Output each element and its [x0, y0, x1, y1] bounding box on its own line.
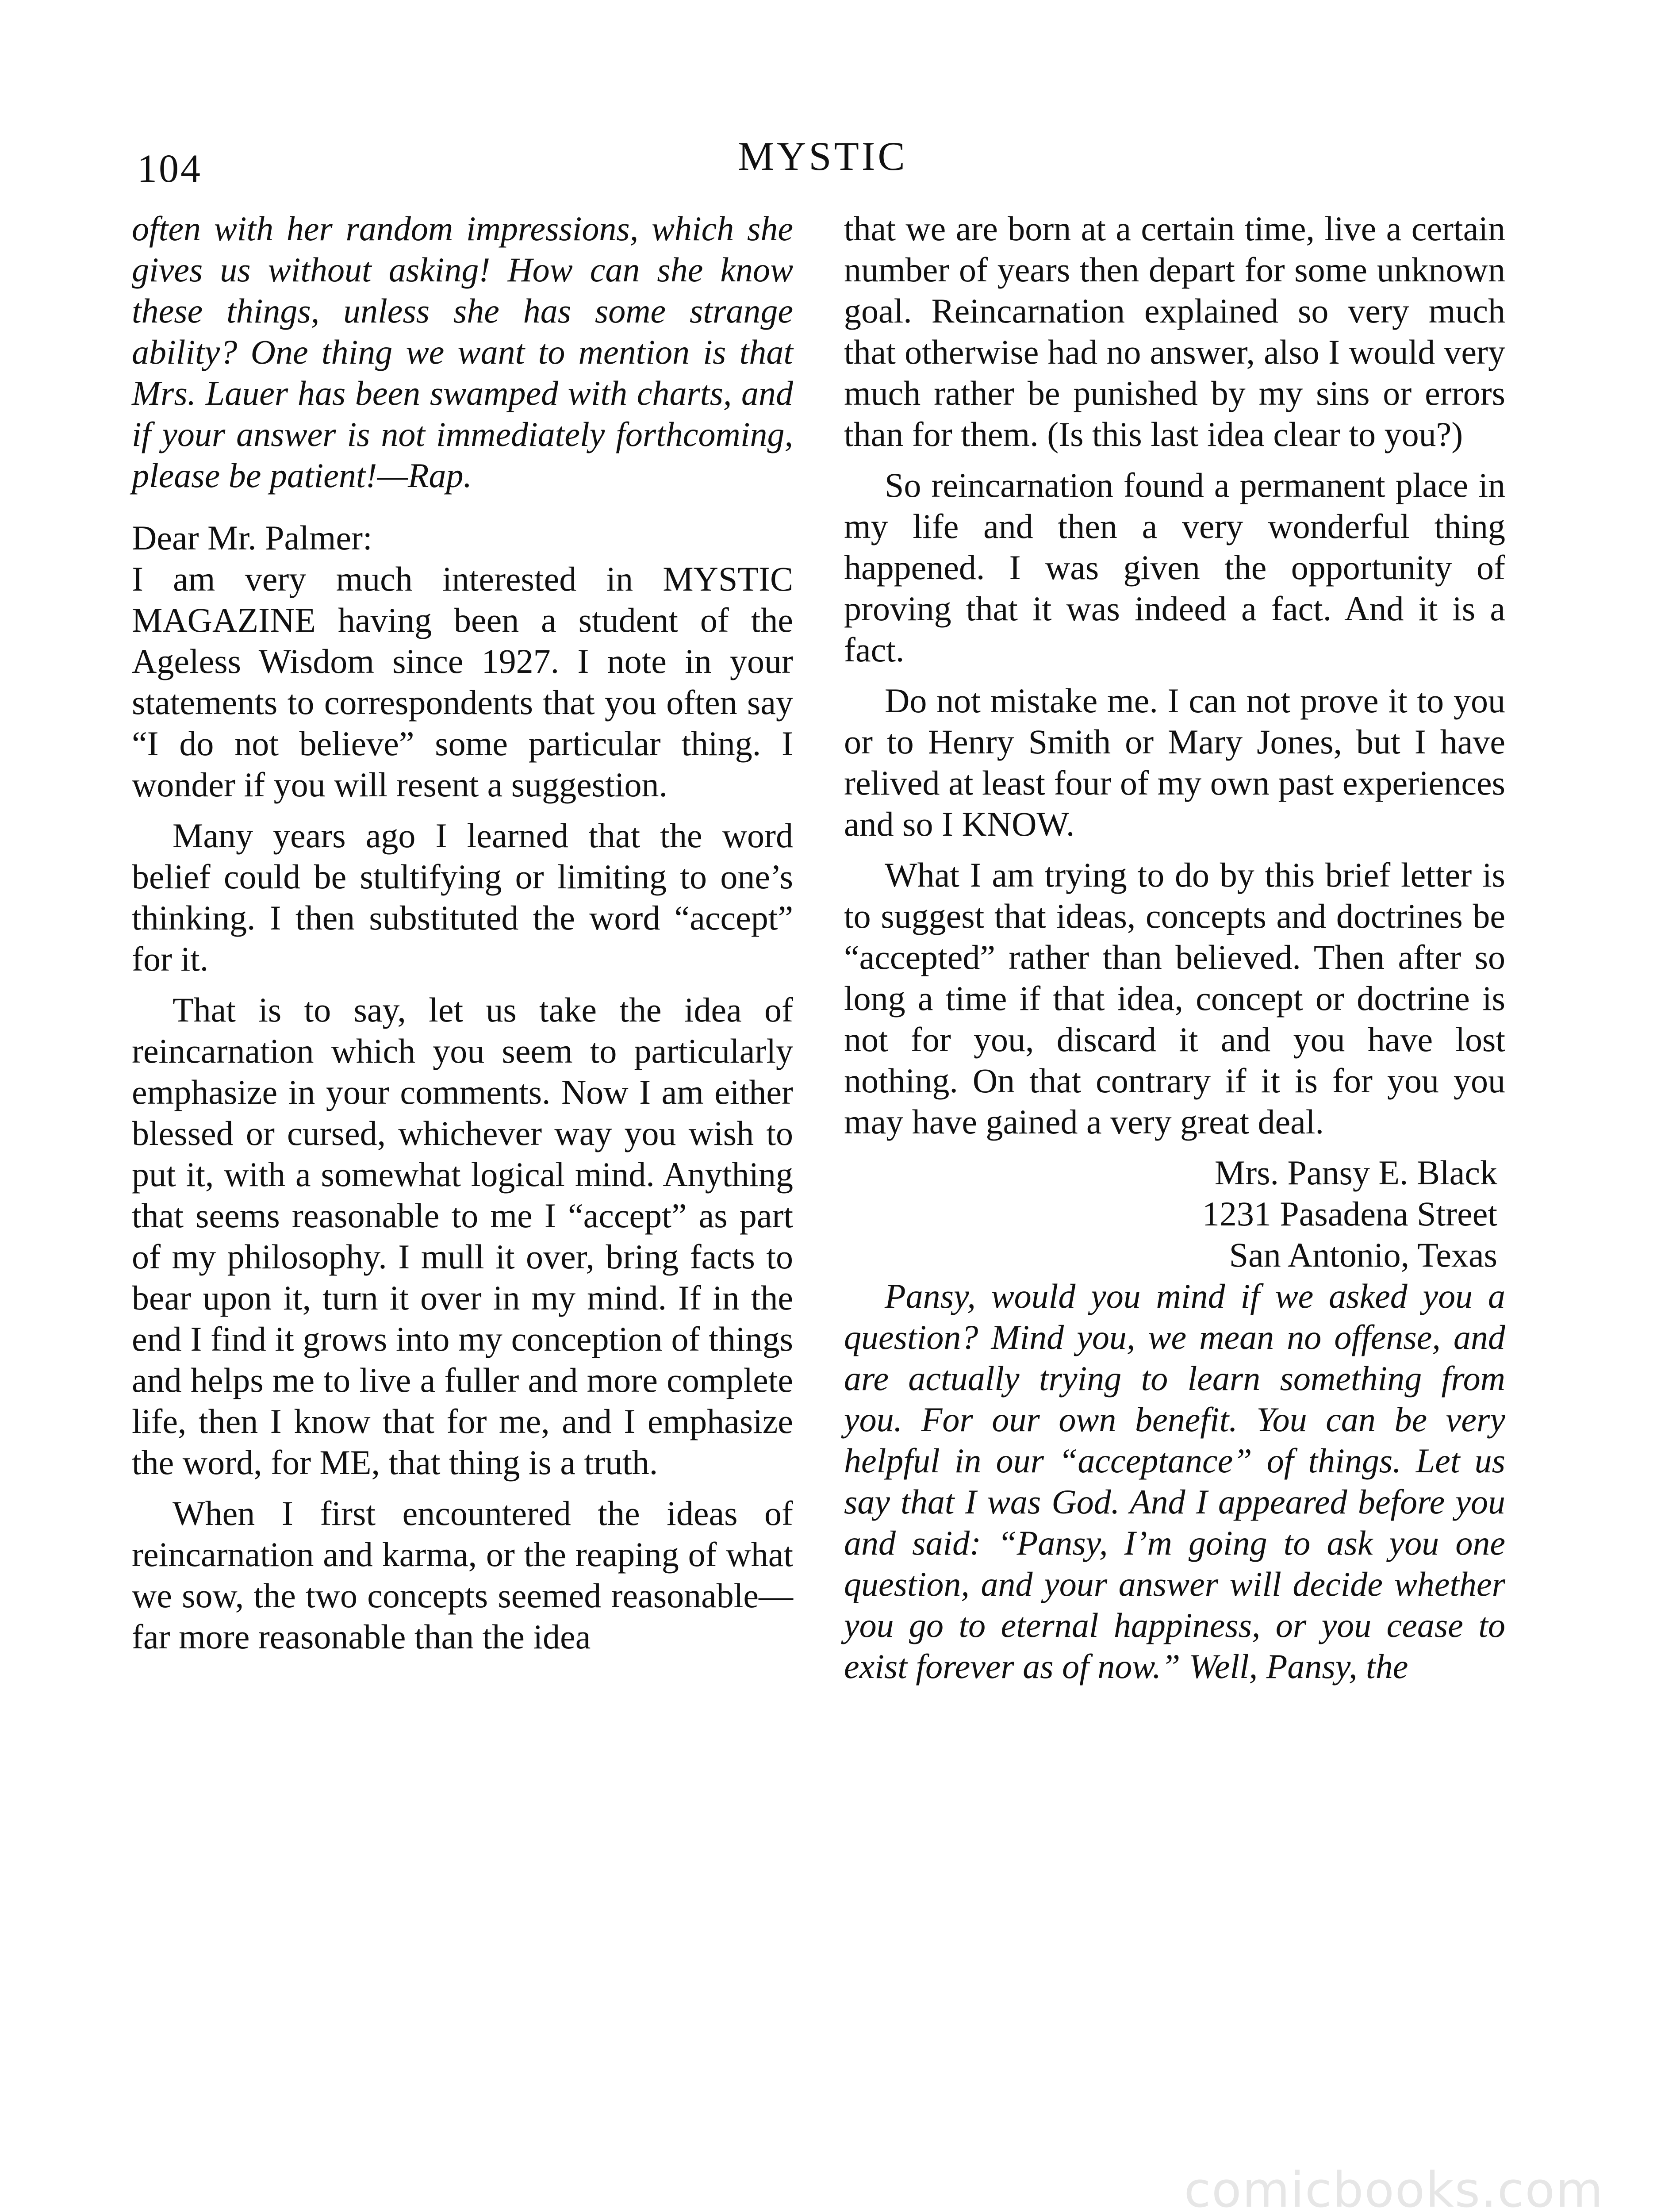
letter-paragraph: When I first encountered the ideas of reincarnation and karma, or the reaping of what we sow, the two concepts seemed reasonable—far more reasonable than the idea	[132, 1494, 793, 1656]
letter-paragraph: Do not mistake me. I can not prove it to you or to Henry Smith or Mary Jones, but I have relived at least four of my own past experiences and so I KNOW.	[844, 681, 1505, 843]
watermark: comicbooks.com	[1184, 2162, 1604, 2212]
letter-paragraph: What I am trying to do by this brief letter is to suggest that ideas, concepts and doctrines be “accepted” rather than believed. Then after so long a time if that idea, concept or doctrine is not for you, discard it and you have lost nothing. On that contrary if it is for you you may have gained a very great deal.	[844, 856, 1505, 1141]
page-number: 104	[137, 147, 202, 191]
left-column	[132, 208, 793, 1657]
letter-paragraph: So reincarnation found a permanent place in my life and then a very wonderful thing happened. I was given the opportunity of proving that it was indeed a fact. And it is a fact.	[844, 466, 1505, 669]
letter-paragraph: I am very much interested in MYSTIC MAGAZINE having been a student of the Ageless Wisdom since 1927. I note in your statements to correspondents that you often say “I do not believe” some particular thing. I wonder if you will resent a suggestion.	[132, 560, 793, 804]
running-title: MYSTIC	[738, 134, 908, 179]
signature-street: 1231 Pasadena Street	[1202, 1194, 1497, 1233]
letter-paragraph: That is to say, let us take the idea of reincarnation which you seem to particularly emphasize in your comments. Now I am either blessed or cursed, whichever way you wish to put it, with a somewhat logical mind. Anything that seems reasonable to me I “accept” as part of my philosophy. I mull it over, bring facts to bear upon it, turn it over in my mind. If in the end I find it grows into my conception of things and helps me to live a fuller and more complete life, then I know that for me, and I emphasize the word, for ME, that thing is a truth.	[132, 991, 793, 1482]
letter-signature	[844, 1152, 1505, 1275]
signature-city: San Antonio, Texas	[1229, 1236, 1497, 1274]
letter-paragraph: that we are born at a certain time, live a certain number of years then depart for some unknown goal. Reincarnation explained so very much that otherwise had no answer, also I would very much rather be punished by my sins or errors than for them. (Is this last idea clear to you?)	[844, 209, 1505, 453]
editorial-reply: Pansy, would you mind if we asked you a question? Mind you, we mean no offense, and are actually trying to learn something from you. For our own benefit. You can be very helpful in our “acceptance” of things. Let us say that I was God. And I appeared before you and said: “Pansy, I’m going to ask you one question, and your answer will decide whether you go to eternal happiness, or you cease to exist forever as of now.” Well, Pansy, the	[844, 1277, 1505, 1686]
signature-name: Mrs. Pansy E. Black	[1214, 1153, 1497, 1192]
letter-salutation: Dear Mr. Palmer:	[132, 518, 372, 557]
letter-paragraph: Many years ago I learned that the word belief could be stultifying or limiting to one’s thinking. I then substituted the word “accept” for it.	[132, 816, 793, 978]
editorial-note: often with her random impressions, which she gives us without asking! How can she know these things, unless she has some strange ability? One thing we want to mention is that Mrs. Lauer has been swamped with charts, and if your answer is not immediately forthcoming, please be patient!—Rap.	[132, 209, 793, 495]
page-header	[133, 128, 1513, 190]
right-column	[844, 208, 1505, 1687]
